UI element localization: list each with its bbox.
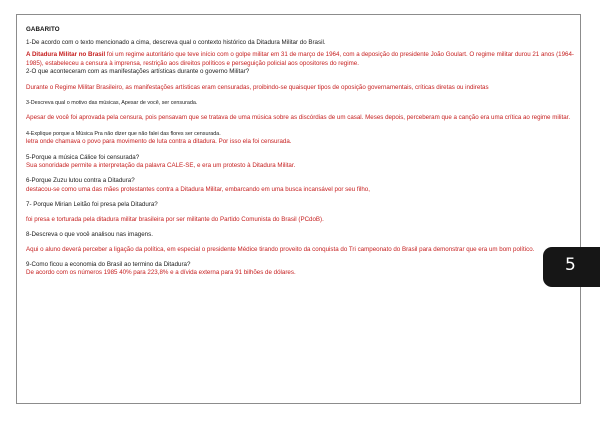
answer-1 (26, 51, 574, 68)
question-1: 1-De acordo com o texto mencionado a cima, descreva qual o contexto histórico da Ditadura Militar do Brasil. (26, 39, 326, 46)
answer-9: De acordo com os números 1985 40% para 223,8% e a dívida externa para 91 bilhões de dólares. (26, 269, 296, 277)
answer-7: foi presa e torturada pela ditadura militar brasileira por ser militante do Partido Comunista do Brasil (PCdoB). (26, 215, 324, 223)
page-number-tab (543, 247, 600, 287)
question-9: 9-Como ficou a economia do Brasil ao termino da Ditadura? (26, 260, 191, 268)
answer-key-content (26, 26, 574, 285)
question-block-5 (26, 154, 574, 171)
answer-1-text: foi um regime autoritário que teve início com o golpe militar em 31 de março de 1964, com a deposição do presidente João Goulart. O regime militar durou 21 anos (1964-1985), estabeleceu a censura à imprensa, restrição aos direitos políticos e perseguição policial aos opositores do regime. (26, 51, 574, 67)
question-block-3 (26, 99, 574, 107)
answer-4: letra onde chamava o povo para movimento de luta contra a ditadura. Por isso ela foi censurada. (26, 138, 292, 146)
answer-6: destacou-se como uma das mães protestantes contra a Ditadura Militar, embarcando em uma busca incansável por seu filho, (26, 185, 370, 193)
answer-2: Durante o Regime Militar Brasileiro, as manifestações artísticas eram censuradas, proibindo-se quaisquer tipos de oposição governamentais, críticas diretas ou indiretas (26, 83, 489, 91)
answer-3: Apesar de você foi aprovada pela censura, pois pensavam que se tratava de uma música sobre as discórdias de um casal. Meses depois, perceberam que a canção era uma crítica ao regime militar. (26, 114, 571, 122)
question-block-4 (26, 130, 574, 147)
answer-key-sheet (16, 14, 581, 404)
question-block-1 (26, 39, 574, 77)
page-number: 5 (565, 255, 576, 275)
question-6: 6-Porque Zuzu lutou contra a Ditadura? (26, 177, 135, 185)
question-block-8 (26, 231, 574, 254)
question-block-7 (26, 201, 574, 224)
answer-5: Sua sonoridade permite a interpretação da palavra CALE-SE, e era um protesto à Ditadura Militar. (26, 162, 296, 170)
answer-block-2 (26, 84, 574, 92)
question-5: 5-Porque a música Cálice foi censurada? (26, 153, 140, 161)
question-block-9 (26, 261, 574, 278)
question-3: 3-Descreva qual o motivo das músicas, Apesar de você, ser censurada. (26, 100, 198, 107)
page-title: GABARITO (26, 26, 60, 33)
question-7: 7- Porque Mirian Leitão foi presa pela Ditadura? (26, 201, 158, 209)
answer-1-bold: A Ditadura Militar no Brasil (26, 51, 106, 59)
question-2: 2-O que aconteceram com as manifestações artísticas durante o governo Militar? (26, 68, 250, 76)
answer-block-3 (26, 114, 574, 122)
answer-8: Aqui o aluno deverá perceber a ligação da política, em especial o presidente Médice tirando proveito da conquista do Tri campeonato do Brasil para demonstrar que era um bom político. (26, 245, 535, 253)
question-block-6 (26, 177, 574, 194)
question-8: 8-Descreva o que você analisou nas imagens. (26, 231, 153, 239)
question-4: 4-Explique porque a Música Pra não dizer que não falei das flores ser censurada. (26, 130, 221, 137)
